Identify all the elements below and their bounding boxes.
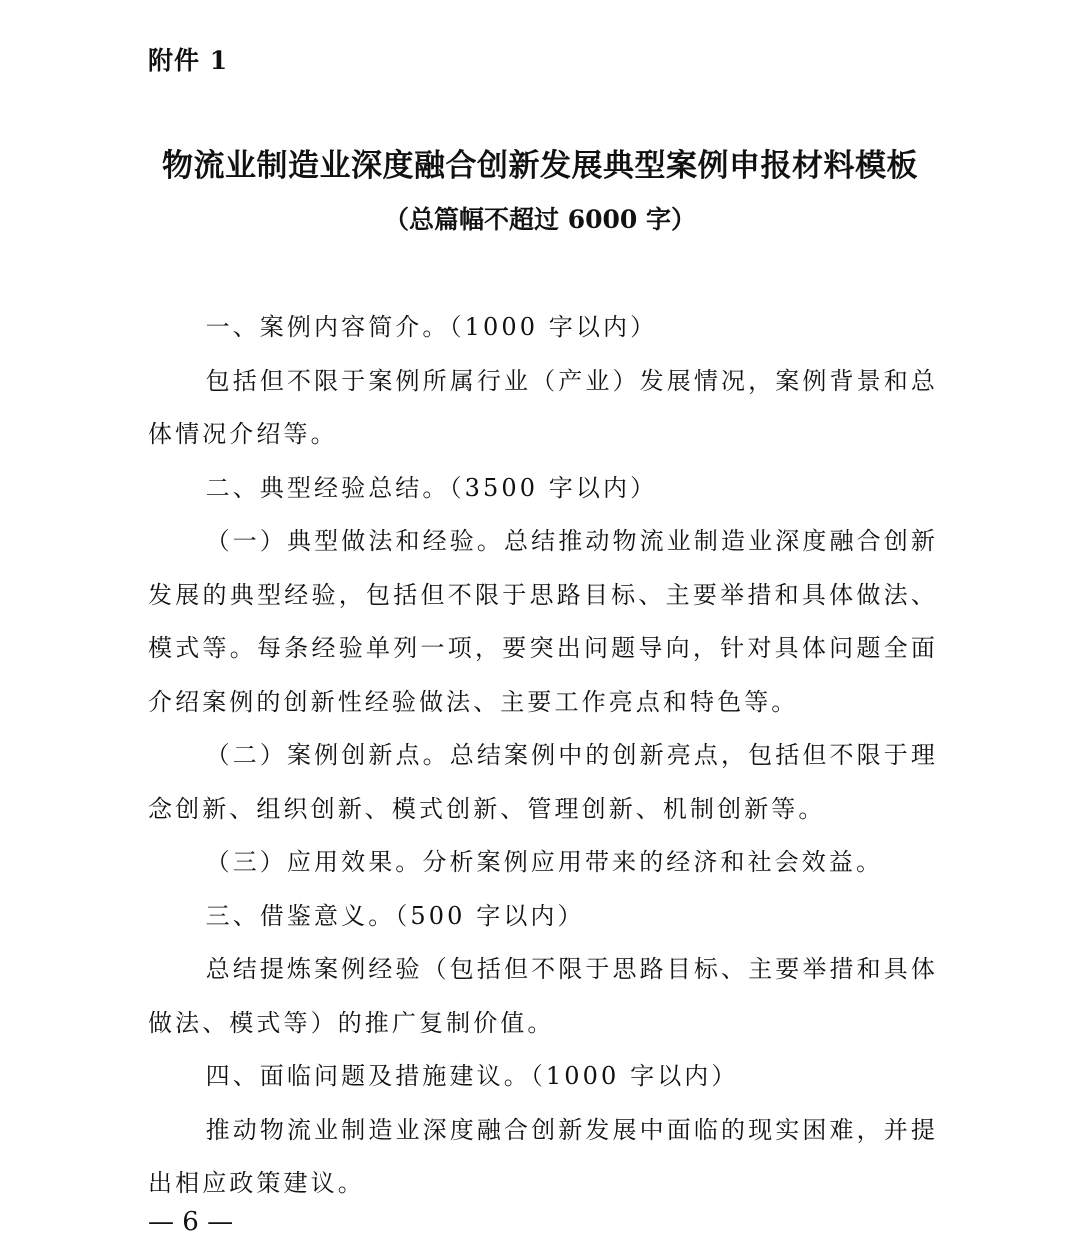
subsection-paragraph-2-1: （一）典型做法和经验。总结推动物流业制造业深度融合创新发展的典型经验，包括但不限于思路目标、主要举措和具体做法、模式等。每条经验单列一项，要突出问题导向，针对具体问题全面介绍案例的创新性经验做法、主要工作亮点和特色等。 [148, 527, 938, 716]
section-paragraph-4: 推动物流业制造业深度融合创新发展中面临的现实困难，并提出相应政策建议。 [148, 1115, 938, 1197]
document-body [148, 301, 938, 1211]
document-subtitle: （总篇幅不超过 6000 字） [384, 205, 696, 234]
section-paragraph-3: 总结提炼案例经验（包括但不限于思路目标、主要举措和具体做法、模式等）的推广复制价值。 [148, 955, 938, 1037]
section-heading-3: 三、借鉴意义。（500 字以内） [205, 901, 585, 930]
subsection-paragraph-2-2: （二）案例创新点。总结案例中的创新亮点，包括但不限于理念创新、组织创新、模式创新、管理创新、机制创新等。 [148, 741, 938, 823]
section-heading-1: 一、案例内容简介。（1000 字以内） [205, 313, 658, 341]
section-paragraph-1: 包括但不限于案例所属行业（产业）发展情况，案例背景和总体情况介绍等。 [148, 366, 938, 448]
subsection-paragraph-2-3: （三）应用效果。分析案例应用带来的经济和社会效益。 [205, 848, 884, 876]
section-heading-2: 二、典型经验总结。（3500 字以内） [205, 473, 658, 502]
page-number: — 6 — [148, 1207, 234, 1237]
section-heading-4: 四、面临问题及措施建议。（1000 字以内） [205, 1062, 739, 1090]
attachment-label: 附件 1 [148, 46, 229, 75]
document-title: 物流业制造业深度融合创新发展典型案例申报材料模板 [162, 148, 918, 184]
